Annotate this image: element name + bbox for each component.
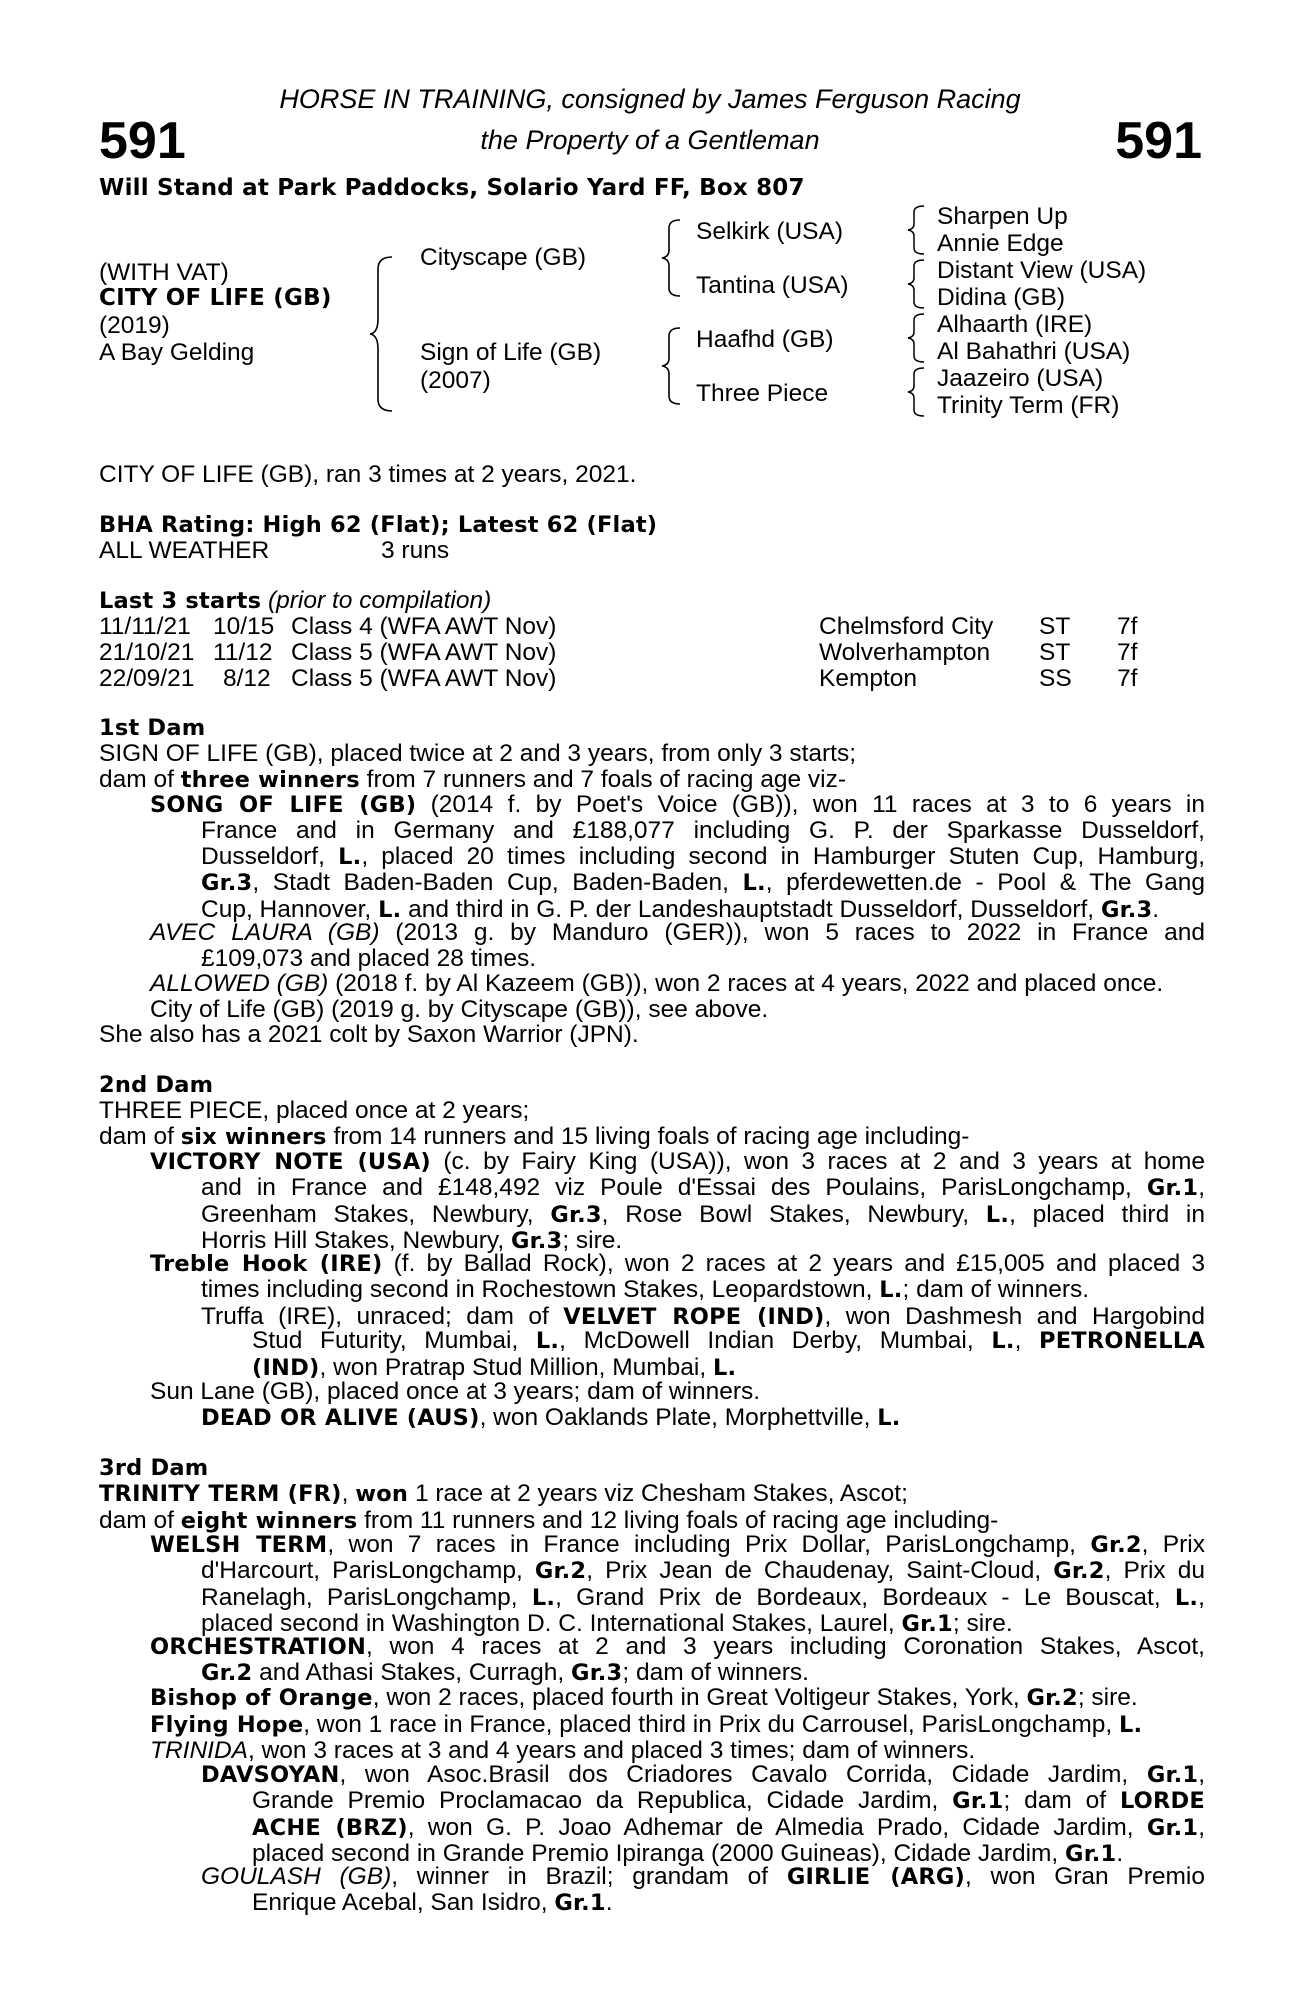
start-distance: 7f [1117,613,1138,640]
grade: Gr.1 [1146,1175,1199,1201]
pedigree-brace-g3 [906,312,928,364]
grade: Gr.2 [201,1660,253,1686]
text-line: SIGN OF LIFE (GB), placed twice at 2 and 3 years, from only 3 starts; [99,740,857,767]
text-run: and in France and £148,492 viz Poule d'Essai des Poulains, ParisLongchamp, [201,1174,1147,1201]
text-run: Grande Premio Proclamacao da Republica, Cidade Jardim, [252,1787,953,1814]
start-position: 8/12 [223,665,271,692]
grade-listed: L. [535,1328,560,1354]
start-course: Wolverhampton [819,639,991,666]
horse-name-black-type: (IND) [252,1354,320,1381]
pedigree-brace-dam [660,326,684,406]
progeny-entry-continued [201,1558,1205,1638]
text-run-bold: won [355,1481,409,1507]
text-line [150,971,1205,997]
text-run: dam of [99,765,181,793]
text-line [150,1251,1205,1278]
winners-count: six winners [180,1123,327,1150]
sire: Cityscape (GB) [420,244,587,271]
pedigree-brace-g1 [906,204,928,256]
first-dam-intro [99,741,1205,793]
ancestor-1: Sharpen Up [937,203,1068,230]
second-dam-intro [99,1098,1205,1150]
text-line [252,1788,1205,1815]
grade-listed: L. [879,1277,903,1303]
text-run: 1 race at 2 years viz Chesham Stakes, Ascot; [408,1480,908,1507]
text-run: times including second in Rochestown Stakes, Leopardstown, [201,1276,880,1303]
first-dam-note [99,1022,1205,1048]
ancestor-5: Alhaarth (IRE) [937,311,1093,338]
text-line [150,1149,1205,1176]
text-run: , won Oaklands Plate, Morphettville, [479,1404,878,1431]
grade-listed: L. [338,843,362,870]
start-going: ST [1039,639,1071,666]
progeny-entry [150,1532,1205,1559]
grade: Gr.3 [571,1660,623,1686]
ancestor-2: Annie Edge [937,230,1064,257]
text-run: , [1198,1761,1205,1788]
grade: Gr.1 [1065,1841,1117,1867]
vat-note: (WITH VAT) [99,259,229,286]
grade-listed: L. [1174,1584,1199,1611]
text-run: , [341,1480,356,1507]
pedigree-brace-sire [660,218,684,298]
start-going: ST [1039,613,1071,640]
text-line [99,767,1205,794]
sire-dam: Tantina (USA) [696,272,849,299]
grade-listed: L. [1118,1711,1143,1738]
start-date: 21/10/21 [99,639,195,666]
text-run: , [1198,1813,1205,1841]
horse-name-black-type: DEAD OR ALIVE (AUS) [201,1405,480,1431]
property-line: the Property of a Gentleman [480,125,820,155]
horse-description: A Bay Gelding [99,339,255,366]
dam-year: (2007) [420,367,491,394]
ancestor-3: Distant View (USA) [937,257,1147,284]
grade: Gr.1 [1146,1814,1199,1841]
text-line [150,920,1205,946]
progeny-entry [150,792,1205,819]
text-run: d'Harcourt, ParisLongchamp, [201,1557,535,1584]
text-line [201,1277,1205,1304]
start-date: 22/09/21 [99,665,195,692]
text-line: France and in Germany and £188,077 including G. P. der Sparkasse Dusseldorf, [201,817,1205,844]
text-run: , won G. P. Joao Adhemar de Almedia Prado, Cidade Jardim, [407,1813,1147,1841]
stand-location: Will Stand at Park Paddocks, Solario Yard FF, Box 807 [99,175,805,201]
text-line [150,1685,1205,1712]
last-starts-note: (prior to compilation) [267,587,492,614]
progeny-entry [150,920,1205,946]
text-run: . [1116,1840,1124,1867]
start-race: Class 5 (WFA AWT Nov) [291,665,557,692]
horse-name-black-type: TRINITY TERM (FR) [99,1481,342,1507]
text-run: , Prix du [1104,1557,1205,1584]
text-run: , won 1 race in France, placed third in Prix du Carrousel, ParisLongchamp, [303,1710,1119,1738]
horse-name-black-type: VICTORY NOTE (USA) [150,1149,431,1175]
text-run: , Prix Jean de Chaudenay, Saint-Cloud, [586,1557,1054,1584]
text-run: and Athasi Stakes, Curragh, [252,1659,572,1686]
progeny-entry [150,1685,1205,1764]
sire-sire: Selkirk (USA) [696,218,844,245]
horse-name-black-type: DAVSOYAN [201,1762,340,1788]
text-run: placed second in Grande Premio Ipiranga (2000 Guineas), Cidade Jardim, [252,1840,1066,1867]
third-dam-intro [99,1481,1205,1534]
dam-sire: Haafhd (GB) [696,326,834,353]
pedigree-brace-g4 [906,366,928,418]
grade: Gr.3 [510,1228,563,1254]
text-run: Stud Futurity, Mumbai, [252,1327,536,1354]
horse-name-black-type: LORDE [1119,1788,1205,1814]
text-run: , won Pratrap Stud Million, Mumbai, [319,1353,713,1381]
horse-year: (2019) [99,312,170,339]
text-line [252,1328,1205,1355]
text-run: , [1014,1327,1040,1354]
text-run: , winner in Brazil; grandam of [391,1863,787,1890]
text-run: Truffa (IRE), unraced; dam of [201,1302,564,1330]
grade-listed: L. [991,1328,1015,1354]
text-run: (c. by Fairy King (USA)), won 3 races at 2 and 3 years at home [430,1148,1205,1175]
text-line [252,1890,1205,1917]
text-run: . [1152,895,1160,923]
progeny-entry-continued [201,818,1205,923]
text-run: , won 2 races, placed fourth in Great Voltigeur Stakes, York, [372,1684,1027,1711]
text-line [201,1175,1205,1202]
text-line [150,1634,1205,1661]
progeny-entry [150,1379,1205,1405]
second-dam-heading: 2nd Dam [99,1072,214,1098]
grade: Gr.3 [1100,896,1153,923]
grade: Gr.2 [534,1558,587,1584]
start-race: Class 5 (WFA AWT Nov) [291,639,557,666]
text-run: (2018 f. by Al Kazeem (GB)), won 2 races at 4 years, 2022 and placed once. [328,970,1164,997]
ancestor-4: Didina (GB) [937,284,1065,311]
progeny-entry-continued [201,1762,1205,1789]
grade: Gr.1 [1146,1762,1199,1788]
lot-number-left: 591 [99,112,186,170]
horse-name-black-type: VELVET ROPE (IND) [563,1303,825,1330]
text-line: City of Life (GB) (2019 g. by Cityscape (GB)), see above. [150,995,769,1023]
grade: Gr.1 [554,1890,606,1916]
last-starts-title: Last 3 starts [99,588,262,614]
progeny-entry-continued [252,1328,1205,1381]
text-line [99,1124,1205,1151]
ancestor-7: Jaazeiro (USA) [937,365,1104,392]
grade-listed: L. [378,896,402,923]
grade: Gr.1 [952,1788,1004,1814]
text-line [201,1202,1205,1229]
progeny-entry-continued [252,1788,1205,1868]
progeny-entry-continued [252,1890,1205,1917]
text-run: , won Dashmesh and Hargobind [824,1302,1206,1330]
bha-rating: BHA Rating: High 62 (Flat); Latest 62 (Flat) [99,512,658,538]
text-run: , Grand Prix de Bordeaux, Bordeaux - Le Bouscat, [555,1583,1175,1611]
text-run: Horris Hill Stakes, Newbury, [201,1227,511,1254]
pedigree-brace-main [368,255,398,413]
text-line [201,1558,1205,1585]
text-line [201,844,1205,871]
text-run: , Stadt Baden-Baden Cup, Baden-Baden, [252,869,743,896]
text-run: (2014 f. by Poet's Voice (GB)), won 11 races at 3 to 6 years in [416,791,1205,818]
start-distance: 7f [1117,665,1138,692]
text-run: (f. by Ballad Rock), won 2 races at 2 years and £15,005 and placed 3 [382,1250,1205,1277]
progeny-entry-continued [201,1405,1205,1432]
horse-name-black-type: ACHE (BRZ) [252,1814,408,1841]
horse-name-black-type: Treble Hook (IRE) [150,1251,383,1277]
text-run: dam of [99,1122,181,1150]
text-run: ; dam of [1003,1787,1120,1814]
text-line [150,1532,1205,1559]
text-line [150,792,1205,819]
ancestor-6: Al Bahathri (USA) [937,338,1131,365]
text-line [201,1585,1205,1612]
text-line: £109,073 and placed 28 times. [201,945,537,972]
progeny-entry [150,1634,1205,1661]
text-line [201,870,1205,897]
ancestor-8: Trinity Term (FR) [937,392,1120,419]
horse-name-black-type: WELSH TERM [150,1532,328,1558]
text-line [201,1864,1205,1891]
text-run: placed second in Washington D. C. International Stakes, Laurel, [201,1610,902,1637]
text-run: , won Gran Premio [965,1863,1205,1890]
text-run: from 14 runners and 15 living foals of racing age including- [326,1122,970,1150]
dam: Sign of Life (GB) [420,339,602,366]
progeny-entry-continued [201,1864,1205,1891]
progeny-entry-continued [201,946,1205,972]
text-run: , McDowell Indian Derby, Mumbai, [559,1327,992,1354]
grade: Gr.2 [1090,1532,1142,1558]
text-run: . [605,1889,613,1916]
text-line [252,1815,1205,1842]
horse-name-black-type: GIRLIE (ARG) [786,1864,965,1890]
grade-listed: L. [531,1584,556,1611]
text-run: , won Asoc.Brasil dos Criadores Cavalo Corrida, Cidade Jardim, [339,1761,1147,1788]
text-run: , Prix [1141,1531,1206,1558]
horse-name-italic: AVEC LAURA (GB) [150,919,380,946]
text-run: ; sire. [562,1227,623,1254]
third-dam-heading: 3rd Dam [99,1455,209,1481]
progeny-entry [150,971,1205,1022]
start-position: 10/15 [213,613,275,640]
text-line: THREE PIECE, placed once at 2 years; [99,1097,530,1124]
grade-listed: L. [985,1201,1010,1228]
text-run: , won 3 races at 3 and 4 years and placed 3 times; dam of winners. [248,1737,976,1764]
text-line [201,1660,1205,1687]
start-course: Kempton [819,665,918,692]
horse-name-black-type: Flying Hope [150,1711,304,1738]
text-line [99,1481,1205,1508]
horse-name-black-type: PETRONELLA [1039,1328,1205,1354]
horse-name-italic: ALLOWED (GB) [150,970,329,997]
text-run: Cup, Hannover, [201,895,379,923]
grade-listed: L. [742,870,766,896]
winners-count: three winners [180,766,360,793]
text-run: ; sire. [952,1610,1013,1637]
progeny-entry-continued [201,1660,1205,1687]
race-summary: CITY OF LIFE (GB), ran 3 times at 2 years, 2021. [99,461,637,488]
text-run: ; sire. [1077,1684,1138,1711]
progeny-entry-continued [201,1277,1205,1330]
text-run: dam of [99,1506,181,1534]
last-starts-heading [99,588,491,615]
start-race: Class 4 (WFA AWT Nov) [291,613,557,640]
start-course: Chelmsford City [819,613,994,640]
text-run: , [1198,1174,1205,1201]
text-run: , placed 20 times including second in Hamburger Stuten Cup, Hamburg, [361,842,1206,870]
lot-number-right: 591 [1115,112,1202,170]
progeny-entry [150,1149,1205,1176]
text-line [201,1405,1205,1432]
start-distance: 7f [1117,639,1138,666]
surface-runs: 3 runs [381,537,450,564]
text-line [201,1762,1205,1789]
grade: Gr.3 [550,1201,602,1228]
text-run: , placed third in [1009,1200,1205,1228]
grade: Gr.2 [1026,1685,1078,1711]
text-run: , won 7 races in France including Prix Dollar, ParisLongchamp, [327,1531,1091,1558]
start-going: SS [1039,665,1072,692]
text-run: , [1198,1583,1205,1611]
text-run: (2013 g. by Manduro (GER)), won 5 races to 2022 in France and [379,919,1205,946]
text-run: Ranelagh, ParisLongchamp, [201,1583,532,1611]
grade-listed: L. [712,1354,737,1381]
text-run: and third in G. P. der Landeshauptstadt Dusseldorf, Dusseldorf, [401,895,1101,923]
text-run: , won 4 races at 2 and 3 years including Coronation Stakes, Ascot, [366,1633,1205,1660]
progeny-entry-continued [201,1175,1205,1255]
start-date: 11/11/21 [99,613,191,640]
text-run: from 7 runners and 7 foals of racing age viz- [359,765,846,793]
grade: Gr.2 [1053,1558,1105,1584]
surface-label: ALL WEATHER [99,537,270,564]
progeny-entry [150,1251,1205,1278]
grade: Gr.3 [201,870,253,896]
horse-name-black-type: SONG OF LIFE (GB) [150,792,417,818]
text-run: , Rose Bowl Stakes, Newbury, [601,1200,986,1228]
first-dam-heading: 1st Dam [99,715,206,741]
text-line [150,1738,1205,1764]
horse-name: CITY OF LIFE (GB) [99,285,332,311]
text-run: , pferdewetten.de - Pool & The Gang [765,869,1205,896]
grade: Gr.1 [901,1611,953,1637]
consignor-line: HORSE IN TRAINING, consigned by James Ferguson Racing [279,84,1021,114]
text-run: Enrique Acebal, San Isidro, [252,1889,555,1916]
horse-name-italic: TRINIDA [150,1737,248,1764]
text-run: Greenham Stakes, Newbury, [201,1200,551,1228]
grade-listed: L. [877,1405,901,1431]
text-run: ; dam of winners. [902,1276,1090,1303]
text-line [150,1712,1205,1739]
horse-name-italic: GOULASH (GB) [201,1863,392,1890]
dam-dam: Three Piece [696,380,829,407]
horse-name-black-type: Bishop of Orange [150,1685,373,1711]
text-run: Dusseldorf, [201,842,339,870]
horse-name-black-type: ORCHESTRATION [150,1634,366,1660]
text-line: She also has a 2021 colt by Saxon Warrior (JPN). [99,1021,639,1048]
pedigree-brace-g2 [906,258,928,310]
text-line: Sun Lane (GB), placed once at 3 years; dam of winners. [150,1378,761,1405]
winners-count: eight winners [180,1507,358,1534]
text-run: ; dam of winners. [622,1659,809,1686]
text-run: from 11 runners and 12 living foals of racing age including- [357,1506,999,1534]
start-position: 11/12 [213,639,273,666]
